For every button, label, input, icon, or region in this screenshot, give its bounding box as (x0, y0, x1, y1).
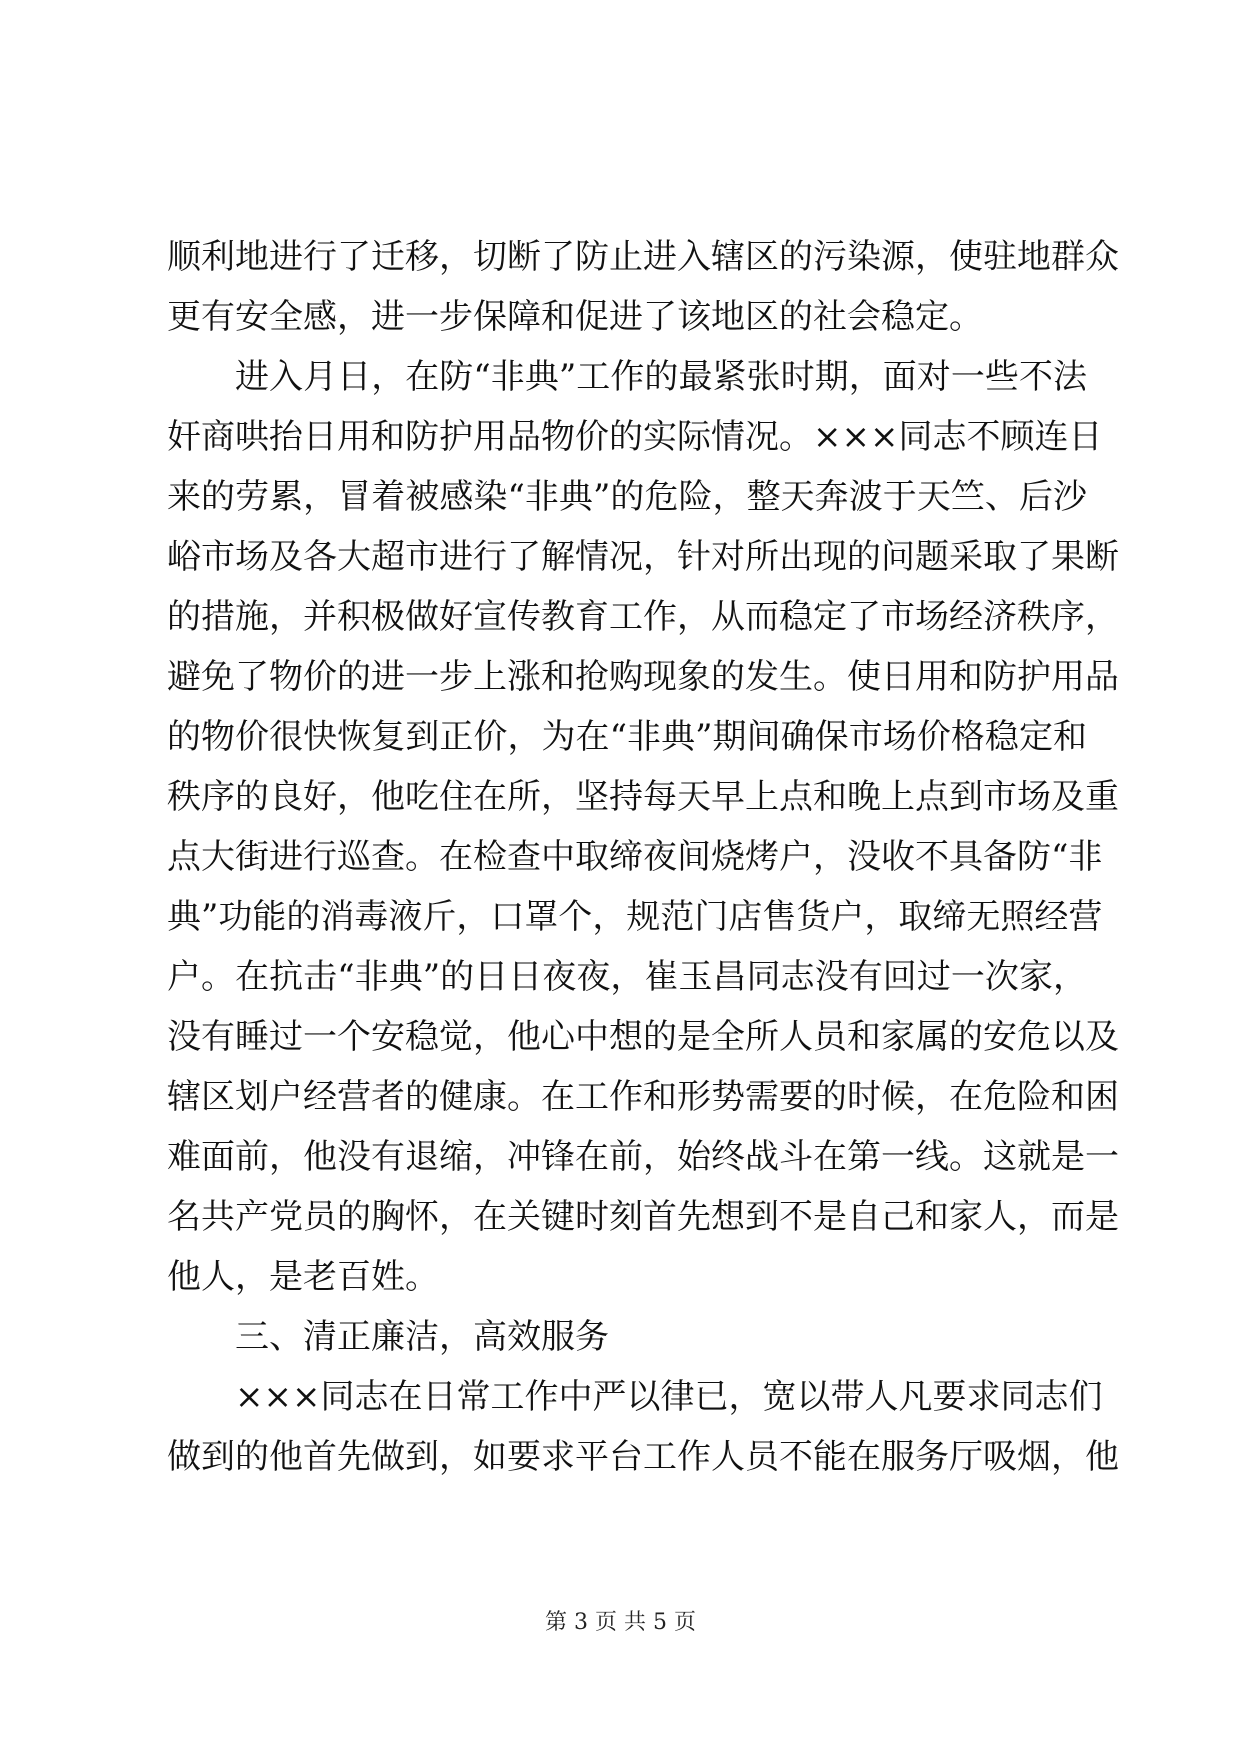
text-line: 做到的他首先做到，如要求平台工作人员不能在服务厅吸烟，他 (167, 1437, 1119, 1477)
text-line: 来的劳累，冒着被感染“非典”的危险，整天奔波于天竺、后沙 (167, 477, 1087, 517)
text-line: 他人，是老百姓。 (167, 1257, 439, 1297)
text-line: 的措施，并积极做好宣传教育工作，从而稳定了市场经济秩序， (167, 597, 1119, 637)
text-line: 没有睡过一个安稳觉，他心中想的是全所人员和家属的安危以及 (167, 1017, 1119, 1057)
text-line: ×××同志在日常工作中严以律已，宽以带人凡要求同志们 (235, 1377, 1103, 1417)
body-text (167, 227, 1119, 1487)
text-line: 三、清正廉洁，高效服务 (235, 1317, 609, 1357)
text-line: 避免了物价的进一步上涨和抢购现象的发生。使日用和防护用品 (167, 657, 1119, 697)
text-line: 进入月日，在防“非典”工作的最紧张时期，面对一些不法 (235, 357, 1087, 397)
text-line: 的物价很快恢复到正价，为在“非典”期间确保市场价格稳定和 (167, 717, 1087, 757)
text-line: 峪市场及各大超市进行了解情况，针对所出现的问题采取了果断 (167, 537, 1119, 577)
text-line: 辖区划户经营者的健康。在工作和形势需要的时候，在危险和困 (167, 1077, 1119, 1117)
text-line: 难面前，他没有退缩，冲锋在前，始终战斗在第一线。这就是一 (167, 1137, 1119, 1177)
text-line: 奸商哄抬日用和防护用品物价的实际情况。×××同志不顾连日 (167, 417, 1103, 457)
text-line: 点大街进行巡查。在检查中取缔夜间烧烤户，没收不具备防“非 (167, 837, 1103, 877)
text-line: 更有安全感，进一步保障和促进了该地区的社会稳定。 (167, 297, 983, 337)
page-footer: 第 3 页 共 5 页 (545, 1610, 696, 1635)
text-line: 名共产党员的胸怀，在关键时刻首先想到不是自己和家人，而是 (167, 1197, 1119, 1237)
text-line: 户。在抗击“非典”的日日夜夜，崔玉昌同志没有回过一次家， (167, 957, 1087, 997)
text-line: 秩序的良好，他吃住在所，坚持每天早上点和晚上点到市场及重 (167, 777, 1119, 817)
text-line: 典”功能的消毒液斤，口罩个，规范门店售货户，取缔无照经营 (167, 897, 1103, 937)
text-line: 顺利地进行了迁移，切断了防止进入辖区的污染源，使驻地群众 (167, 237, 1119, 277)
